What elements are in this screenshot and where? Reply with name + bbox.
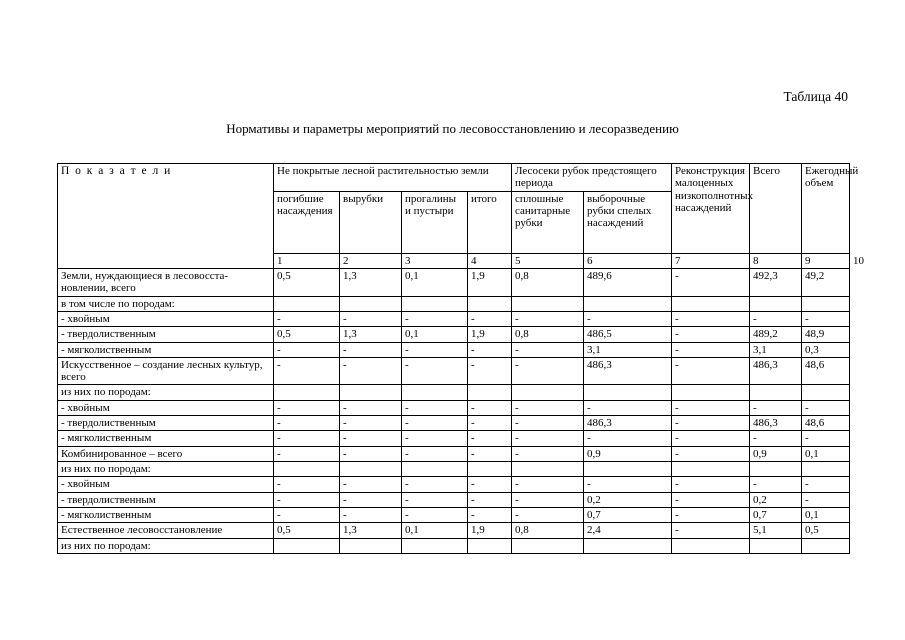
header-glades-wastelands: прогалины и пустыри [402,191,468,253]
header-total: Всего [750,164,802,254]
row-value: 0,2 [750,492,802,507]
row-label: - твердолиственным [58,416,274,431]
table-row [58,462,850,477]
row-value [274,538,340,553]
row-value [750,538,802,553]
row-value: - [584,431,672,446]
row-value: - [750,431,802,446]
row-value: - [274,507,340,522]
row-value [584,385,672,400]
row-value: 0,9 [750,446,802,461]
row-value: - [672,311,750,326]
table-column-number-row: 1 2 3 4 5 6 7 8 9 10 [58,253,850,268]
row-value: - [340,507,402,522]
colnum-7: 7 [672,253,750,268]
table-row [58,477,850,492]
row-value: 0,7 [584,507,672,522]
row-value: - [512,342,584,357]
row-value: 0,1 [402,327,468,342]
row-value: 0,5 [274,327,340,342]
row-value [672,538,750,553]
header-selective-cuts: выборочные рубки спелых насаждений [584,191,672,253]
colnum-4: 4 [468,253,512,268]
row-value: - [340,342,402,357]
row-value: - [512,431,584,446]
row-value: 1,9 [468,523,512,538]
row-value [802,385,850,400]
row-value [512,385,584,400]
row-value: 0,1 [802,507,850,522]
row-value: - [802,400,850,415]
row-value: - [340,477,402,492]
row-value [750,385,802,400]
row-value: - [402,416,468,431]
row-value: 1,3 [340,523,402,538]
row-value: - [750,311,802,326]
row-value [512,538,584,553]
row-value [274,296,340,311]
lesovosstanovlenie-table [57,163,865,554]
row-value [750,462,802,477]
row-label: - мягколиственным [58,507,274,522]
row-value [402,385,468,400]
header-cuttings: вырубки [340,191,402,253]
header-dead-stands: погибшие насаждения [274,191,340,253]
row-value [402,296,468,311]
row-value: 0,8 [512,268,584,296]
row-value [274,385,340,400]
row-value: - [672,446,750,461]
header-clear-sanitary-cuts: сплошные санитарные рубки [512,191,584,253]
row-value: 1,9 [468,327,512,342]
row-value [512,296,584,311]
row-value: - [750,400,802,415]
row-label: - хвойным [58,400,274,415]
row-value: - [402,446,468,461]
row-value: - [340,400,402,415]
colnum-3: 3 [402,253,468,268]
row-label: в том числе по породам: [58,296,274,311]
row-value: - [274,431,340,446]
row-value: - [802,311,850,326]
row-value: 48,6 [802,357,850,385]
row-value: 486,3 [750,357,802,385]
row-value [802,462,850,477]
row-label: Комбинированное – всего [58,446,274,461]
header-group-not-covered: Не покрытые лесной растительностью земли [274,164,512,192]
row-value: - [340,492,402,507]
table-row [58,523,850,538]
row-value: - [402,357,468,385]
row-value [402,538,468,553]
table-row [58,446,850,461]
row-value: 0,9 [584,446,672,461]
table-row [58,416,850,431]
row-value: - [584,311,672,326]
table-row [58,357,850,385]
row-value: - [672,327,750,342]
table-row [58,538,850,553]
row-value: - [672,357,750,385]
table-row [58,342,850,357]
row-value: 0,5 [274,268,340,296]
row-value: - [512,477,584,492]
row-value: 5,1 [750,523,802,538]
row-value: - [512,446,584,461]
row-value [672,296,750,311]
row-value: 3,1 [584,342,672,357]
row-value: - [340,431,402,446]
row-label: из них по породам: [58,462,274,477]
row-value: - [512,492,584,507]
table-row [58,385,850,400]
row-label: - твердолиственным [58,327,274,342]
row-value [468,462,512,477]
row-value [802,296,850,311]
table-row [58,400,850,415]
header-reconstruction: Реконструкция малоценных низкополнотных насаждений [672,164,750,254]
row-value: - [750,477,802,492]
row-label: - мягколиственным [58,431,274,446]
row-value: 486,3 [750,416,802,431]
row-value [802,538,850,553]
row-value: - [468,342,512,357]
row-value: 49,2 [802,268,850,296]
row-value: 486,3 [584,357,672,385]
table-number-caption: Таблица 40 [783,89,848,104]
row-value: - [274,311,340,326]
row-value: - [274,357,340,385]
table-header-row-groups [58,164,850,192]
row-value: 489,6 [584,268,672,296]
row-value: 0,1 [402,523,468,538]
row-value: - [468,416,512,431]
row-value: 489,2 [750,327,802,342]
row-value: 0,2 [584,492,672,507]
row-value: - [274,342,340,357]
row-value: - [672,492,750,507]
row-value: - [340,357,402,385]
row-value: - [802,492,850,507]
row-value: 1,3 [340,268,402,296]
row-value: - [512,311,584,326]
header-annual-volume: Ежегодный объем [802,164,850,254]
row-value [468,538,512,553]
row-value: 0,8 [512,327,584,342]
row-value: - [672,431,750,446]
row-value: - [672,400,750,415]
row-value: - [402,507,468,522]
row-value: - [512,507,584,522]
table-body [58,268,850,553]
row-value [468,296,512,311]
row-value [672,462,750,477]
row-value: - [468,477,512,492]
row-value: - [340,311,402,326]
table-row [58,492,850,507]
colnum-2: 2 [340,253,402,268]
table-row [58,431,850,446]
colnum-5: 5 [512,253,584,268]
header-indicators: П о к а з а т е л и [58,164,274,269]
row-value: - [402,342,468,357]
row-value: 0,3 [802,342,850,357]
data-table-container [57,163,865,554]
row-value: - [672,416,750,431]
row-value: - [402,311,468,326]
row-value: - [340,446,402,461]
row-value: 0,5 [274,523,340,538]
row-label: из них по породам: [58,538,274,553]
row-value [340,538,402,553]
row-value [274,462,340,477]
row-value [512,462,584,477]
row-label: Искусственное – создание лесных культур, всего [58,357,274,385]
row-value: - [274,477,340,492]
row-value [750,296,802,311]
row-label: Земли, нуждающиеся в лесовосста-новлении, всего [58,268,274,296]
row-value: - [802,431,850,446]
row-value: - [584,477,672,492]
row-value: - [672,268,750,296]
row-value: - [802,477,850,492]
row-value: 3,1 [750,342,802,357]
document-title: Нормативы и параметры мероприятий по лесовосстановлению и лесоразведению [226,121,679,136]
row-value [340,296,402,311]
header-subtotal: итого [468,191,512,253]
row-value [584,296,672,311]
row-value: 2,4 [584,523,672,538]
row-value: 1,3 [340,327,402,342]
colnum-1: 1 [274,253,340,268]
row-value: 0,1 [402,268,468,296]
row-value: 1,9 [468,268,512,296]
table-row [58,296,850,311]
row-value: - [274,446,340,461]
row-value: - [512,416,584,431]
colnum-9: 9 [802,253,850,268]
row-value: 0,1 [802,446,850,461]
row-value: - [340,416,402,431]
row-value: 48,9 [802,327,850,342]
row-value: - [672,477,750,492]
row-value: - [402,492,468,507]
row-value: - [672,523,750,538]
row-value [340,385,402,400]
row-value: - [584,400,672,415]
table-row [58,327,850,342]
row-value: - [468,311,512,326]
row-value: - [468,357,512,385]
row-value: - [512,400,584,415]
row-value: - [468,400,512,415]
row-value [340,462,402,477]
row-value: - [274,492,340,507]
table-row [58,268,850,296]
row-value: 48,6 [802,416,850,431]
row-value: - [468,492,512,507]
row-value [584,462,672,477]
row-value: - [402,431,468,446]
row-value: - [468,431,512,446]
row-label: - хвойным [58,311,274,326]
colnum-8: 8 [750,253,802,268]
row-value [468,385,512,400]
row-value: - [274,416,340,431]
row-value: 0,5 [802,523,850,538]
row-value [672,385,750,400]
row-value: 492,3 [750,268,802,296]
row-value: 486,5 [584,327,672,342]
row-value: - [402,477,468,492]
row-label: из них по породам: [58,385,274,400]
row-value: - [468,446,512,461]
row-value: 0,8 [512,523,584,538]
row-value [402,462,468,477]
row-value: - [468,507,512,522]
row-value: 0,7 [750,507,802,522]
row-value [584,538,672,553]
header-group-logging: Лесосеки рубок предстоящего периода [512,164,672,192]
table-row [58,311,850,326]
row-value: 486,3 [584,416,672,431]
row-value: - [672,342,750,357]
row-value: - [672,507,750,522]
table-row [58,507,850,522]
row-label: Естественное лесовосстановление [58,523,274,538]
row-label: - твердолиственным [58,492,274,507]
row-label: - хвойным [58,477,274,492]
row-value: - [512,357,584,385]
colnum-6: 6 [584,253,672,268]
row-label: - мягколиственным [58,342,274,357]
row-value: - [274,400,340,415]
row-value: - [402,400,468,415]
